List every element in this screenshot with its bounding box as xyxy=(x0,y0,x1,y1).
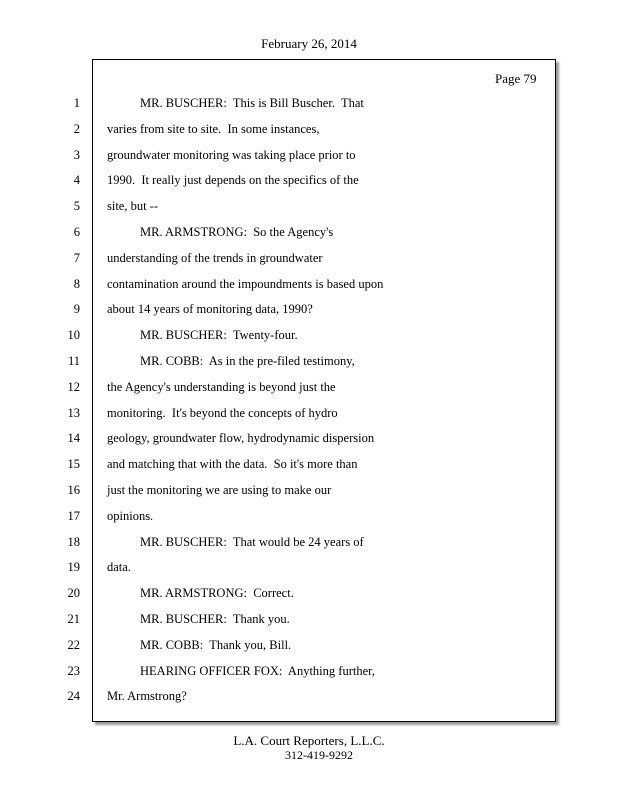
transcript-line: varies from site to site. In some instances, xyxy=(107,122,320,136)
line-number: 14 xyxy=(67,431,80,445)
line-number: 8 xyxy=(73,277,80,291)
line-number: 15 xyxy=(67,457,80,471)
transcript-line: understanding of the trends in groundwater xyxy=(107,251,323,265)
line-number: 10 xyxy=(67,328,80,342)
transcript-line: Mr. Armstrong? xyxy=(107,689,187,703)
line-number: 11 xyxy=(67,354,80,368)
transcript-line: MR. BUSCHER: That would be 24 years of xyxy=(140,535,364,549)
transcript-line: geology, groundwater flow, hydrodynamic dispersion xyxy=(107,431,375,445)
line-number: 20 xyxy=(67,586,80,600)
line-number: 3 xyxy=(73,148,80,162)
line-number: 12 xyxy=(67,380,80,394)
line-number: 2 xyxy=(73,122,80,136)
page-number: Page 79 xyxy=(495,71,537,86)
transcript-line: MR. COBB: As in the pre-filed testimony, xyxy=(140,354,355,368)
line-number: 9 xyxy=(73,302,80,316)
transcript-line: opinions. xyxy=(107,509,154,523)
transcript-line: monitoring. It's beyond the concepts of hydro xyxy=(107,406,338,420)
transcript-line: MR. COBB: Thank you, Bill. xyxy=(140,638,292,652)
transcript-line: 1990. It really just depends on the specifics of the xyxy=(107,173,359,187)
line-number: 17 xyxy=(67,509,80,523)
transcript-date: February 26, 2014 xyxy=(261,36,357,51)
transcript-line: HEARING OFFICER FOX: Anything further, xyxy=(140,664,375,678)
transcript-line: data. xyxy=(107,560,131,574)
line-number: 6 xyxy=(73,225,80,239)
transcript-line: about 14 years of monitoring data, 1990? xyxy=(107,302,313,316)
line-number: 18 xyxy=(67,535,80,549)
transcript-line: contamination around the impoundments is based upon xyxy=(107,277,384,291)
transcript-line: MR. ARMSTRONG: So the Agency's xyxy=(140,225,334,239)
line-number: 21 xyxy=(67,612,80,626)
transcript-line: site, but -- xyxy=(107,199,159,213)
transcript-line: MR. BUSCHER: Thank you. xyxy=(140,612,290,626)
line-number: 19 xyxy=(67,560,80,574)
line-number: 4 xyxy=(73,173,80,187)
court-reporter-name: L.A. Court Reporters, L.L.C. xyxy=(233,733,385,748)
line-number: 7 xyxy=(73,251,80,265)
line-number: 23 xyxy=(67,664,80,678)
line-number: 22 xyxy=(67,638,80,652)
line-number: 13 xyxy=(67,406,80,420)
transcript-line: the Agency's understanding is beyond just the xyxy=(107,380,336,394)
line-number: 5 xyxy=(73,199,80,213)
line-number: 16 xyxy=(67,483,80,497)
transcript-line: MR. ARMSTRONG: Correct. xyxy=(140,586,294,600)
transcript-line: MR. BUSCHER: This is Bill Buscher. That xyxy=(140,96,364,110)
transcript-line: and matching that with the data. So it's more than xyxy=(107,457,358,471)
line-number: 1 xyxy=(73,96,80,110)
line-number: 24 xyxy=(67,689,80,703)
court-reporter-phone: 312-419-9292 xyxy=(285,748,353,762)
transcript-line: groundwater monitoring was taking place prior to xyxy=(107,148,356,162)
transcript-line: just the monitoring we are using to make our xyxy=(107,483,332,497)
transcript-line: MR. BUSCHER: Twenty-four. xyxy=(140,328,298,342)
